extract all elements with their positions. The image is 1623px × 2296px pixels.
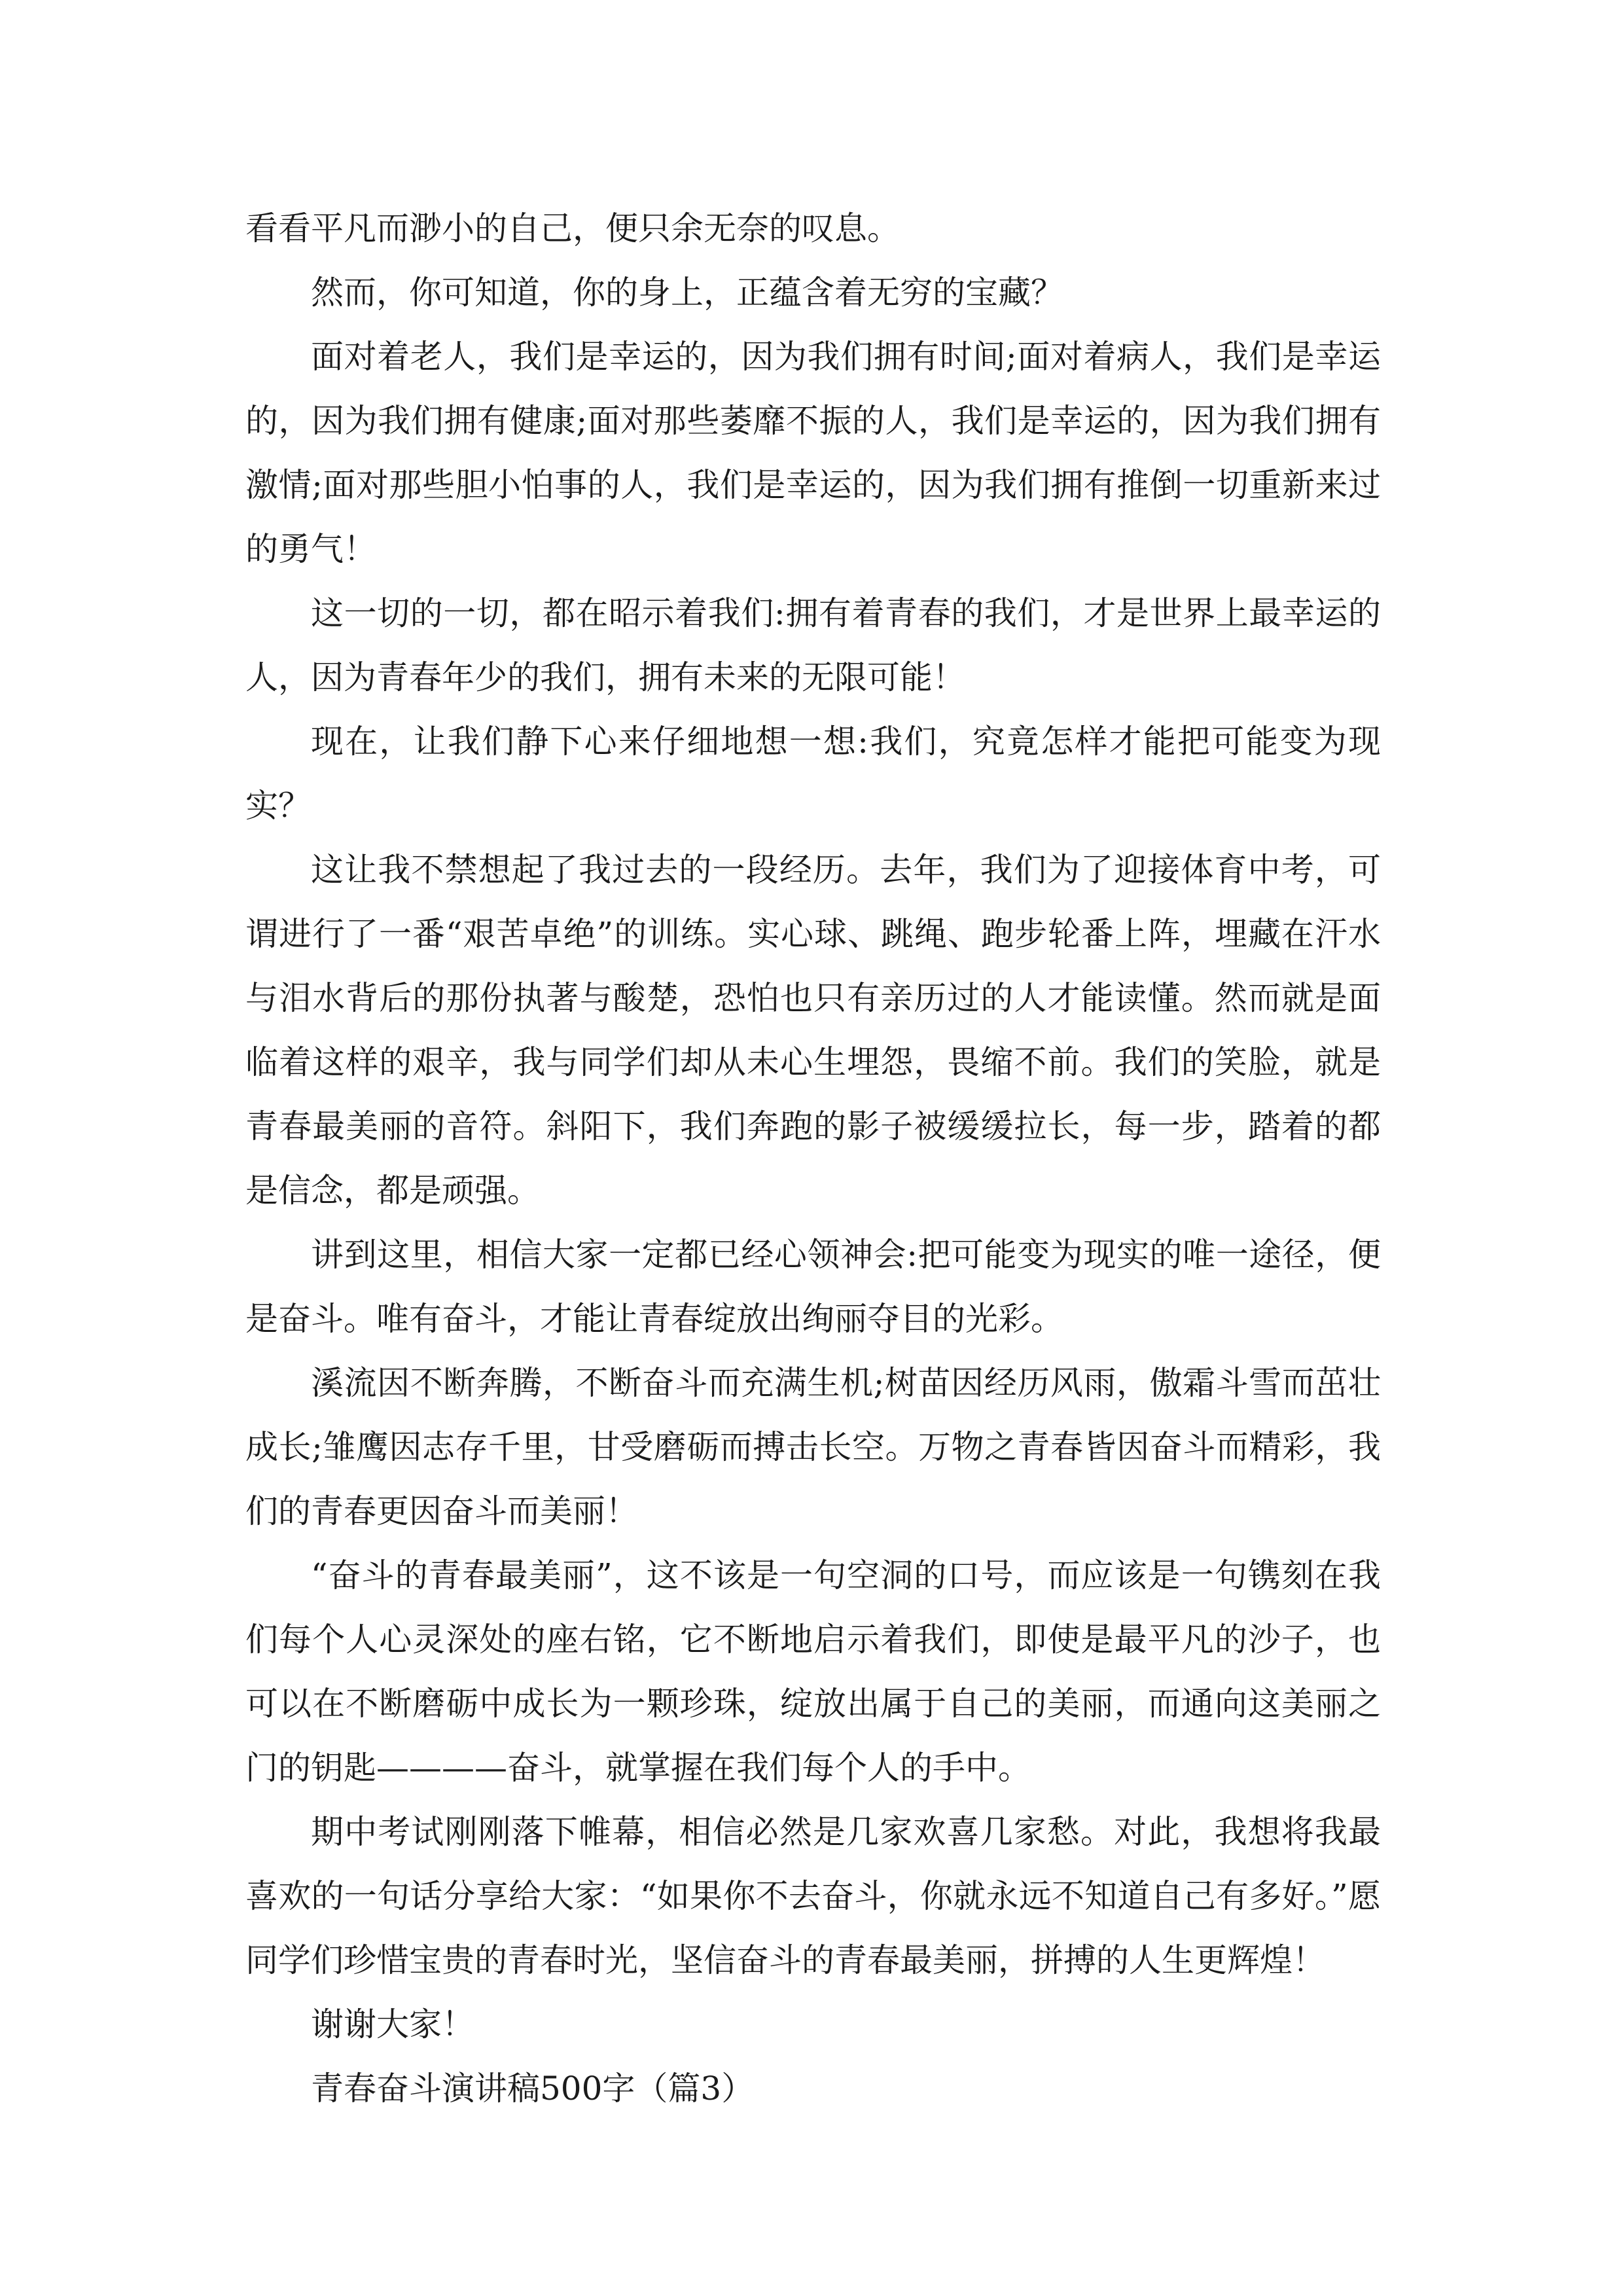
paragraph: 现在，让我们静下心来仔细地想一想:我们，究竟怎样才能把可能变为现实？ (245, 723, 1381, 825)
paragraph: 这一切的一切，都在昭示着我们:拥有着青春的我们，才是世界上最幸运的人，因为青春年少的我们，拥有未来的无限可能！ (245, 594, 1381, 696)
paragraph: “奋斗的青春最美丽”，这不该是一句空洞的口号，而应该是一句镌刻在我们每个人心灵深处的座右铭，它不断地启示着我们，即使是最平凡的沙子，也可以在不断磨砺中成长为一颗珍珠，绽放出属于自己的美丽，而通向这美丽之门的钥匙————奋斗，就掌握在我们每个人的手中。 (245, 1556, 1381, 1787)
document-body (245, 196, 1381, 2121)
closing-thanks: 谢谢大家！ (311, 2005, 474, 2043)
paragraph: 溪流因不断奔腾，不断奋斗而充满生机;树苗因经历风雨，傲霜斗雪而茁壮成长;雏鹰因志存千里，甘受磨砺而搏击长空。万物之青春皆因奋斗而精彩，我们的青春更因奋斗而美丽！ (245, 1364, 1381, 1530)
paragraph: 然而，你可知道，你的身上，正蕴含着无穷的宝藏？ (311, 274, 1063, 312)
section-heading: 青春奋斗演讲稿500字（篇3） (311, 2070, 755, 2108)
paragraph: 面对着老人，我们是幸运的，因为我们拥有时间;面对着病人，我们是幸运的，因为我们拥有健康;面对那些萎靡不振的人，我们是幸运的，因为我们拥有激情;面对那些胆小怕事的人，我们是幸运的，因为我们拥有推倒一切重新来过的勇气！ (245, 338, 1381, 568)
paragraph: 期中考试刚刚落下帷幕，相信必然是几家欢喜几家愁。对此，我想将我最喜欢的一句话分享给大家：“如果你不去奋斗，你就永远不知道自己有多好。”愿同学们珍惜宝贵的青春时光，坚信奋斗的青春最美丽，拼搏的人生更辉煌！ (245, 1813, 1381, 1979)
paragraph-continuation: 看看平凡而渺小的自己，便只余无奈的叹息。 (245, 209, 900, 247)
paragraph: 这让我不禁想起了我过去的一段经历。去年，我们为了迎接体育中考，可谓进行了一番“艰苦卓绝”的训练。实心球、跳绳、跑步轮番上阵，埋藏在汗水与泪水背后的那份执著与酸楚，恐怕也只有亲历过的人才能读懂。然而就是面临着这样的艰辛，我与同学们却从未心生埋怨，畏缩不前。我们的笑脸，就是青春最美丽的音符。斜阳下，我们奔跑的影子被缓缓拉长，每一步，踏着的都是信念，都是顽强。 (245, 851, 1381, 1210)
paragraph: 讲到这里，相信大家一定都已经心领神会:把可能变为现实的唯一途径，便是奋斗。唯有奋斗，才能让青春绽放出绚丽夺目的光彩。 (245, 1236, 1381, 1338)
